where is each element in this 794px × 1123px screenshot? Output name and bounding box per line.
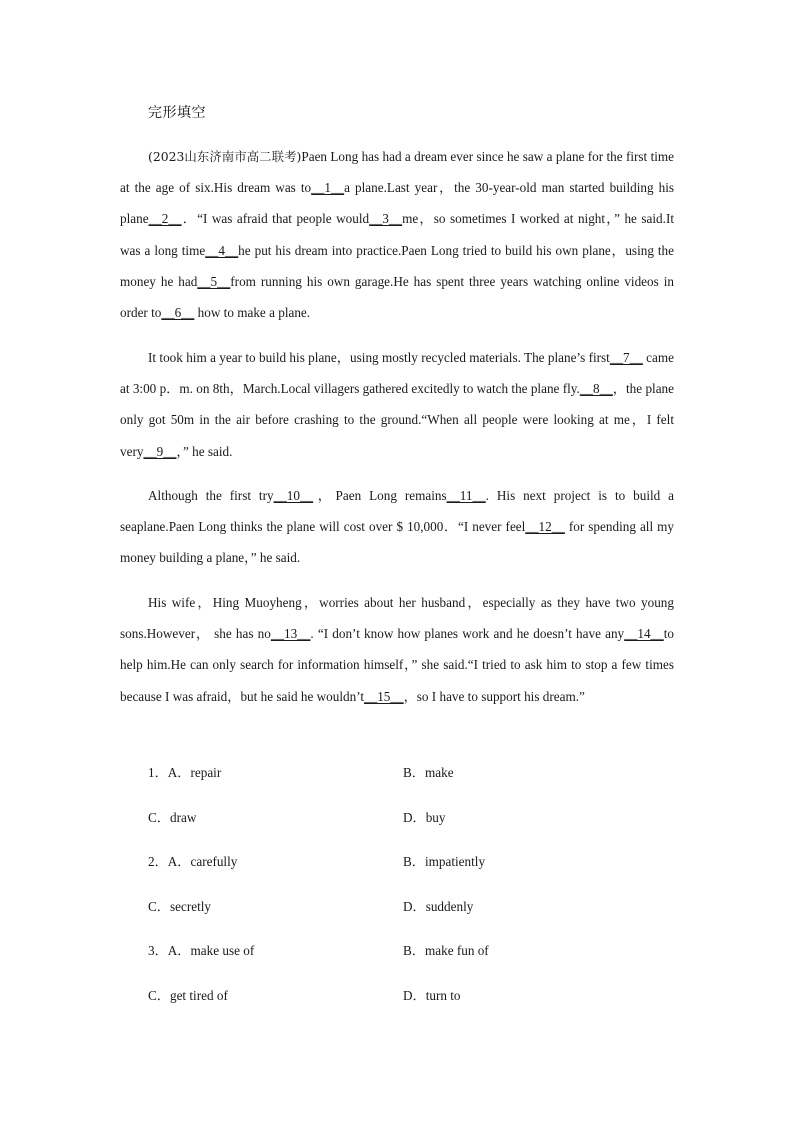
option-row bbox=[148, 801, 668, 846]
cloze-blank[interactable]: __4__ bbox=[205, 242, 239, 258]
cloze-blank[interactable]: __10__ bbox=[273, 488, 314, 503]
cloze-blank[interactable]: __5__ bbox=[197, 273, 231, 289]
cloze-blank[interactable]: __11__ bbox=[446, 488, 486, 503]
passage-text: . His next project is to build a seaplane.Paen Long thinks the plane will cost over $ 10,000．“I never feel bbox=[120, 488, 675, 535]
passage-text: . “I don’t know how planes work and he doesn’t have any bbox=[310, 626, 625, 642]
passage-text: a plane.Last year，the 30-year-old man started building his plane bbox=[120, 180, 675, 227]
passage-text: Paen Long has had a dream ever since he saw a plane for the first time at the age of six.His dream was to bbox=[120, 149, 675, 196]
passage-paragraph-3 bbox=[120, 480, 674, 574]
cloze-blank[interactable]: __13__ bbox=[270, 626, 311, 642]
option-row bbox=[148, 934, 668, 979]
cloze-blank[interactable]: __12__ bbox=[525, 519, 565, 535]
option-choice[interactable]: C．draw bbox=[148, 809, 197, 825]
option-row bbox=[148, 756, 668, 801]
passage-text: ，the plane only got 50m in the air before crashing to the ground.“When all people were looking at me，I felt very bbox=[120, 381, 674, 459]
passage-text: how to make a plane. bbox=[194, 305, 311, 321]
passage-text: It took him a year to build his plane，using mostly recycled materials. The plane’s first bbox=[148, 350, 610, 365]
answer-options bbox=[148, 756, 668, 1024]
passage-text: came at 3:00 p．m. on 8th，March.Local villagers gathered excitedly to watch the plane fly. bbox=[120, 350, 674, 397]
cloze-blank[interactable]: __3__ bbox=[369, 211, 403, 227]
passage-text: ，so I have to support his dream.” bbox=[403, 688, 585, 704]
passage-text: from running his own garage.He has spent three years watching online videos in order to bbox=[120, 273, 674, 321]
passage-text: ，Paen Long remains bbox=[313, 488, 447, 503]
option-choice[interactable]: C．secretly bbox=[148, 898, 211, 914]
option-choice[interactable]: B．impatiently bbox=[403, 854, 486, 870]
passage-text: Although the first try bbox=[148, 488, 274, 503]
passage-text: to help him.He can only search for information himself，” she said.“I tried to ask him to stop a few times because I was afraid，but he said he wouldn’t bbox=[120, 626, 674, 704]
passage-text: His wife，Hing Muoyheng，worries about her husband，especially as they have two young sons.However， she has no bbox=[120, 595, 674, 642]
option-row bbox=[148, 845, 668, 890]
option-choice[interactable]: D．turn to bbox=[403, 987, 461, 1003]
cloze-blank[interactable]: __9__ bbox=[143, 443, 177, 459]
cloze-blank[interactable]: __1__ bbox=[311, 180, 345, 196]
passage-text: me，so sometimes I worked at night，” he said.It was a long time bbox=[120, 211, 674, 258]
passage-text: for spending all my money building a plane，” he said. bbox=[120, 519, 674, 566]
cloze-blank[interactable]: __8__ bbox=[579, 381, 613, 397]
passage-text: he put his dream into practice.Paen Long tried to build his own plane，using the money he had bbox=[120, 242, 675, 289]
source-note: (2023山东济南市高二联考) bbox=[148, 149, 302, 164]
passage-paragraph-4 bbox=[120, 587, 674, 712]
option-choice[interactable]: 3．A．make use of bbox=[148, 943, 255, 959]
option-row bbox=[148, 979, 668, 1024]
cloze-blank[interactable]: __14__ bbox=[624, 626, 664, 642]
cloze-blank[interactable]: __7__ bbox=[609, 350, 643, 365]
option-choice[interactable]: 2．A．carefully bbox=[148, 854, 238, 870]
passage-paragraph-2 bbox=[120, 342, 674, 467]
option-choice[interactable]: 1．A．repair bbox=[148, 765, 222, 780]
option-choice[interactable]: B．make bbox=[403, 765, 454, 780]
option-choice[interactable]: D．suddenly bbox=[403, 898, 474, 914]
cloze-blank[interactable]: __6__ bbox=[161, 305, 195, 321]
option-choice[interactable]: D．buy bbox=[403, 809, 446, 825]
option-choice[interactable]: B．make fun of bbox=[403, 943, 489, 959]
section-title: 完形填空 bbox=[148, 105, 206, 121]
option-row bbox=[148, 890, 668, 935]
passage-text: ，” he said. bbox=[176, 443, 233, 459]
cloze-blank[interactable]: __2__ bbox=[148, 211, 182, 227]
passage-text: ．“I was afraid that people would bbox=[181, 211, 370, 227]
option-choice[interactable]: C．get tired of bbox=[148, 987, 228, 1003]
cloze-blank[interactable]: __15__ bbox=[364, 688, 404, 704]
passage-paragraph-1 bbox=[120, 141, 674, 328]
